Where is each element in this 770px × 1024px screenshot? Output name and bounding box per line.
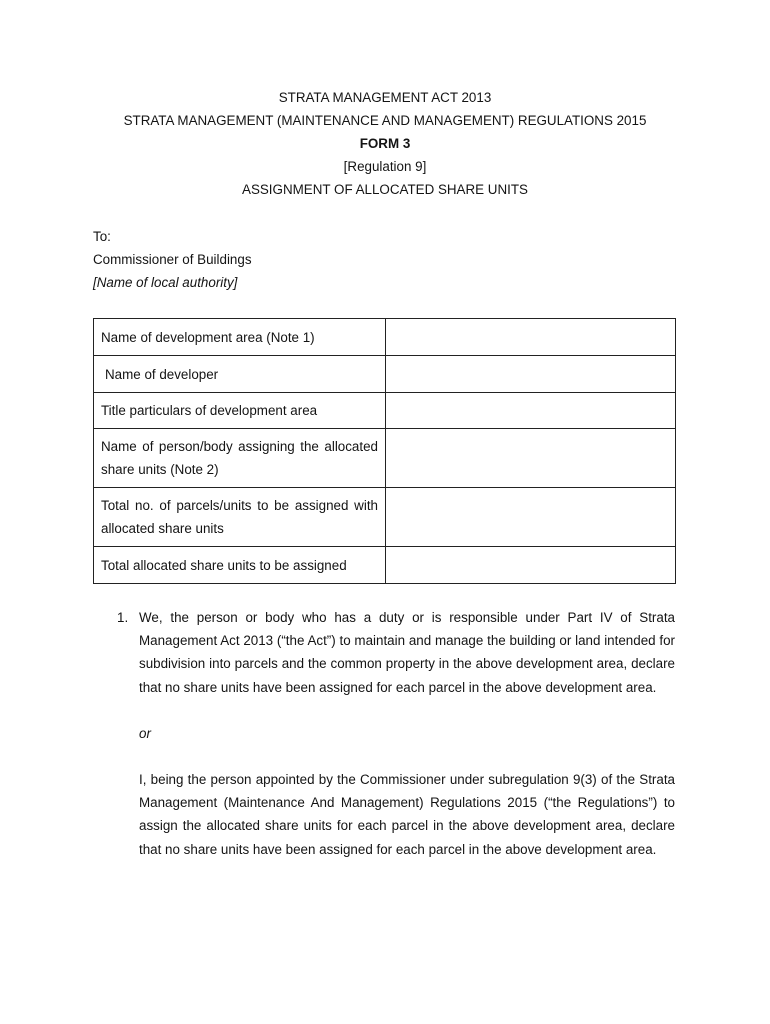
table-row	[94, 356, 676, 393]
total-share-units-field[interactable]	[386, 547, 676, 584]
regulations-title: STRATA MANAGEMENT (MAINTENANCE AND MANAGEMENT) REGULATIONS 2015	[123, 113, 647, 128]
title-particulars-field[interactable]	[386, 393, 676, 429]
row-label-developer: Name of developer	[94, 356, 386, 393]
details-table	[93, 318, 676, 584]
regulation-reference: [Regulation 9]	[343, 159, 427, 174]
address-block	[93, 225, 252, 294]
person-assigning-field[interactable]	[386, 429, 676, 488]
developer-field[interactable]	[386, 356, 676, 393]
address-to: To:	[93, 229, 111, 244]
table-row	[94, 547, 676, 584]
declaration-section	[117, 606, 675, 861]
document-header	[0, 86, 770, 201]
row-label-development-area: Name of development area (Note 1)	[94, 319, 386, 356]
row-label-total-share-units: Total allocated share units to be assigned	[94, 547, 386, 584]
act-title: STRATA MANAGEMENT ACT 2013	[278, 90, 492, 105]
table-row	[94, 319, 676, 356]
total-parcels-field[interactable]	[386, 488, 676, 547]
declaration-paragraph-1: We, the person or body who has a duty or is responsible under Part IV of Strata Management Act 2013 (“the Act”) to maintain and manage the building or land intended for subdivision into parcels and the common property in the above development area, declare that no share units have been assigned for each parcel in the above development area.	[139, 610, 675, 695]
or-separator: or	[139, 725, 151, 741]
table-row	[94, 393, 676, 429]
table-row	[94, 488, 676, 547]
declaration-item	[117, 606, 675, 699]
table-row	[94, 429, 676, 488]
row-label-person-assigning: Name of person/body assigning the allocated share units (Note 2)	[94, 429, 386, 488]
address-recipient: Commissioner of Buildings	[93, 252, 252, 267]
development-area-field[interactable]	[386, 319, 676, 356]
address-authority: [Name of local authority]	[93, 275, 238, 290]
form-title: FORM 3	[359, 136, 411, 151]
item-number: 1.	[117, 610, 129, 625]
row-label-total-parcels: Total no. of parcels/units to be assigned with allocated share units	[94, 488, 386, 547]
declaration-paragraph-2: I, being the person appointed by the Commissioner under subregulation 9(3) of the Strata Management (Maintenance And Management) Regulations 2015 (“the Regulations”) to assign the allocated share units for each parcel in the above development area, declare that no share units have been assigned for each parcel in the above development area.	[139, 772, 675, 857]
form-subtitle: ASSIGNMENT OF ALLOCATED SHARE UNITS	[242, 182, 528, 197]
row-label-title-particulars: Title particulars of development area	[94, 393, 386, 429]
